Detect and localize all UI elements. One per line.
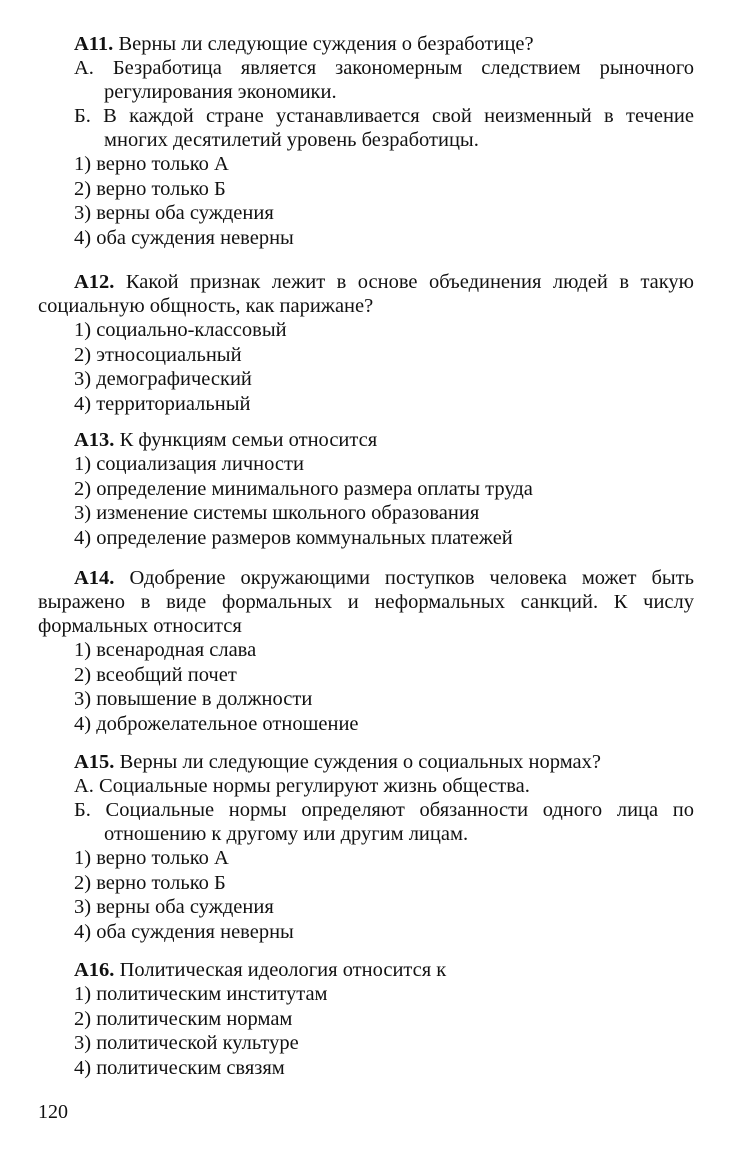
question-text: Верны ли следующие суждения о безработице? — [113, 33, 534, 55]
answer-option-3[interactable]: 3) политической культуре — [74, 1032, 299, 1055]
question-number: А13. — [74, 429, 115, 451]
question-text: Политическая идеология относится к — [114, 959, 447, 981]
question-number: А14. — [74, 567, 115, 589]
question-text: Какой признак лежит в основе объединения людей в такую социальную общность, как парижане? — [38, 271, 694, 317]
statement-b: Б. Социальные нормы определяют обязанности одного лица по отношению к другому или другим лицам. — [74, 799, 694, 845]
answer-option-4[interactable]: 4) оба суждения неверны — [74, 226, 294, 249]
question-a11 — [38, 32, 694, 250]
answer-option-1[interactable]: 1) социализация личности — [74, 453, 304, 475]
question-text: Верны ли следующие суждения о социальных нормах? — [114, 751, 601, 773]
question-a13 — [38, 428, 694, 550]
answer-option-1[interactable]: 1) верно только А — [74, 847, 229, 869]
question-text: Одобрение окружающими поступков человека может быть выражено в виде формальных и неформальных санкций. К числу формальных относится — [38, 567, 694, 637]
answer-option-4[interactable]: 4) оба суждения неверны — [74, 920, 294, 943]
question-stem — [38, 270, 694, 318]
answer-option-2[interactable]: 2) политическим нормам — [74, 1007, 293, 1030]
answer-option-2[interactable]: 2) верно только Б — [74, 177, 226, 200]
answer-option-4[interactable]: 4) территориальный — [74, 392, 251, 415]
answer-option-3[interactable]: 3) повышение в должности — [74, 688, 313, 711]
question-number: А11. — [74, 33, 114, 55]
answer-option-4[interactable]: 4) политическим связям — [74, 1056, 285, 1079]
answer-option-3[interactable]: 3) верны оба суждения — [74, 202, 274, 225]
answer-option-2[interactable]: 2) этносоциальный — [74, 343, 242, 366]
question-number: А12. — [74, 271, 115, 293]
answer-option-1[interactable]: 1) верно только А — [74, 153, 229, 175]
answer-option-2[interactable]: 2) всеобщий почет — [74, 663, 237, 686]
question-stem — [38, 750, 694, 774]
question-a16 — [38, 958, 694, 1080]
statement-b: Б. В каждой стране устанавливается свой неизменный в течение многих десятилетий уровень безработицы. — [74, 105, 694, 151]
question-a14 — [38, 566, 694, 736]
page-number: 120 — [38, 1101, 68, 1123]
answer-option-1[interactable]: 1) всенародная слава — [74, 639, 257, 661]
answer-option-4[interactable]: 4) доброжелательное отношение — [74, 712, 359, 735]
answer-option-1[interactable]: 1) социально-классовый — [74, 319, 287, 341]
question-stem — [38, 958, 694, 982]
question-stem — [38, 32, 694, 56]
answer-option-3[interactable]: 3) изменение системы школьного образования — [74, 502, 480, 525]
answer-option-1[interactable]: 1) политическим институтам — [74, 983, 328, 1005]
question-stem — [38, 566, 694, 638]
answer-option-2[interactable]: 2) верно только Б — [74, 871, 226, 894]
question-a12 — [38, 270, 694, 416]
question-number: А15. — [74, 751, 115, 773]
answer-option-4[interactable]: 4) определение размеров коммунальных платежей — [74, 526, 513, 549]
statement-a: А. Социальные нормы регулируют жизнь общества. — [74, 775, 530, 797]
question-number: А16. — [74, 959, 115, 981]
question-a15 — [38, 750, 694, 944]
answer-option-2[interactable]: 2) определение минимального размера оплаты труда — [74, 477, 533, 500]
question-stem — [38, 428, 694, 452]
answer-option-3[interactable]: 3) верны оба суждения — [74, 896, 274, 919]
answer-option-3[interactable]: 3) демографический — [74, 368, 252, 391]
statement-a: А. Безработица является закономерным следствием рыночного регулирования экономики. — [74, 57, 694, 103]
question-text: К функциям семьи относится — [114, 429, 378, 451]
